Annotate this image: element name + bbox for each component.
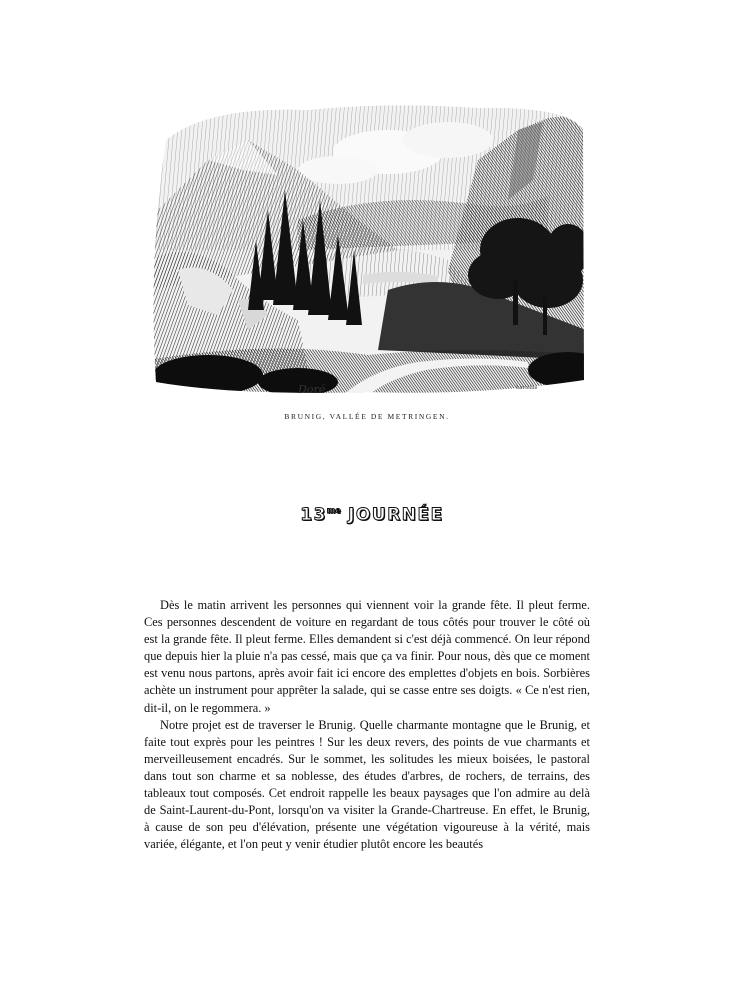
chapter-number-suffix: me (326, 506, 341, 515)
engraving-illustration (148, 100, 586, 400)
chapter-title: JOURNÉE (348, 505, 444, 525)
paragraph: Dès le matin arrivent les personnes qui viennent voir la grande fête. Il pleut ferme. Ces personnes descendent de voiture en regardant de tous côtés pour trouver le côté où est la grande fête. Il pleut ferme. Elles demandent si c'est déjà commencé. On leur répond que depuis hier la pluie n'a pas cessé, mais que ça va finir. Pour nous, dès que ce moment est venu nous partons, après avoir fait ici encore des emplettes d'objets en bois. Sorbières achète un instrument pour apprêter la salade, qui se casse entre ses doigts. « Ce n'est rien, dit-il, on le regommera. » (144, 598, 590, 715)
chapter-heading (0, 505, 744, 525)
engraver-signature: Lavieille (516, 385, 538, 391)
illustration-caption: BRUNIG, VALLÉE DE METRINGEN. (284, 412, 450, 421)
body-text (144, 597, 590, 853)
paragraph: Notre projet est de traverser le Brunig. Quelle charmante montagne que le Brunig, et faite tout exprès pour les peintres ! Sur les deux revers, des points de vue charmants et merveilleusement encadrés. Sur le sommet, les solitudes les mieux boisées, le pastoral dans tout son charme et sa noblesse, des études d'arbres, de rochers, de terrains, des tableaux tout composés. Cet endroit rappelle les beaux paysages que l'on admire au delà de Saint-Laurent-du-Pont, lorsqu'on va visiter la Grande-Chartreuse. En effet, le Brunig, à cause de son peu d'élévation, présente une végétation vigoureuse à la vérité, mais variée, élégante, et l'on peut y venir étudier plutôt encore les beautés (144, 717, 590, 852)
artist-signature: Doré (298, 383, 326, 396)
chapter-number: 13 (300, 505, 327, 525)
